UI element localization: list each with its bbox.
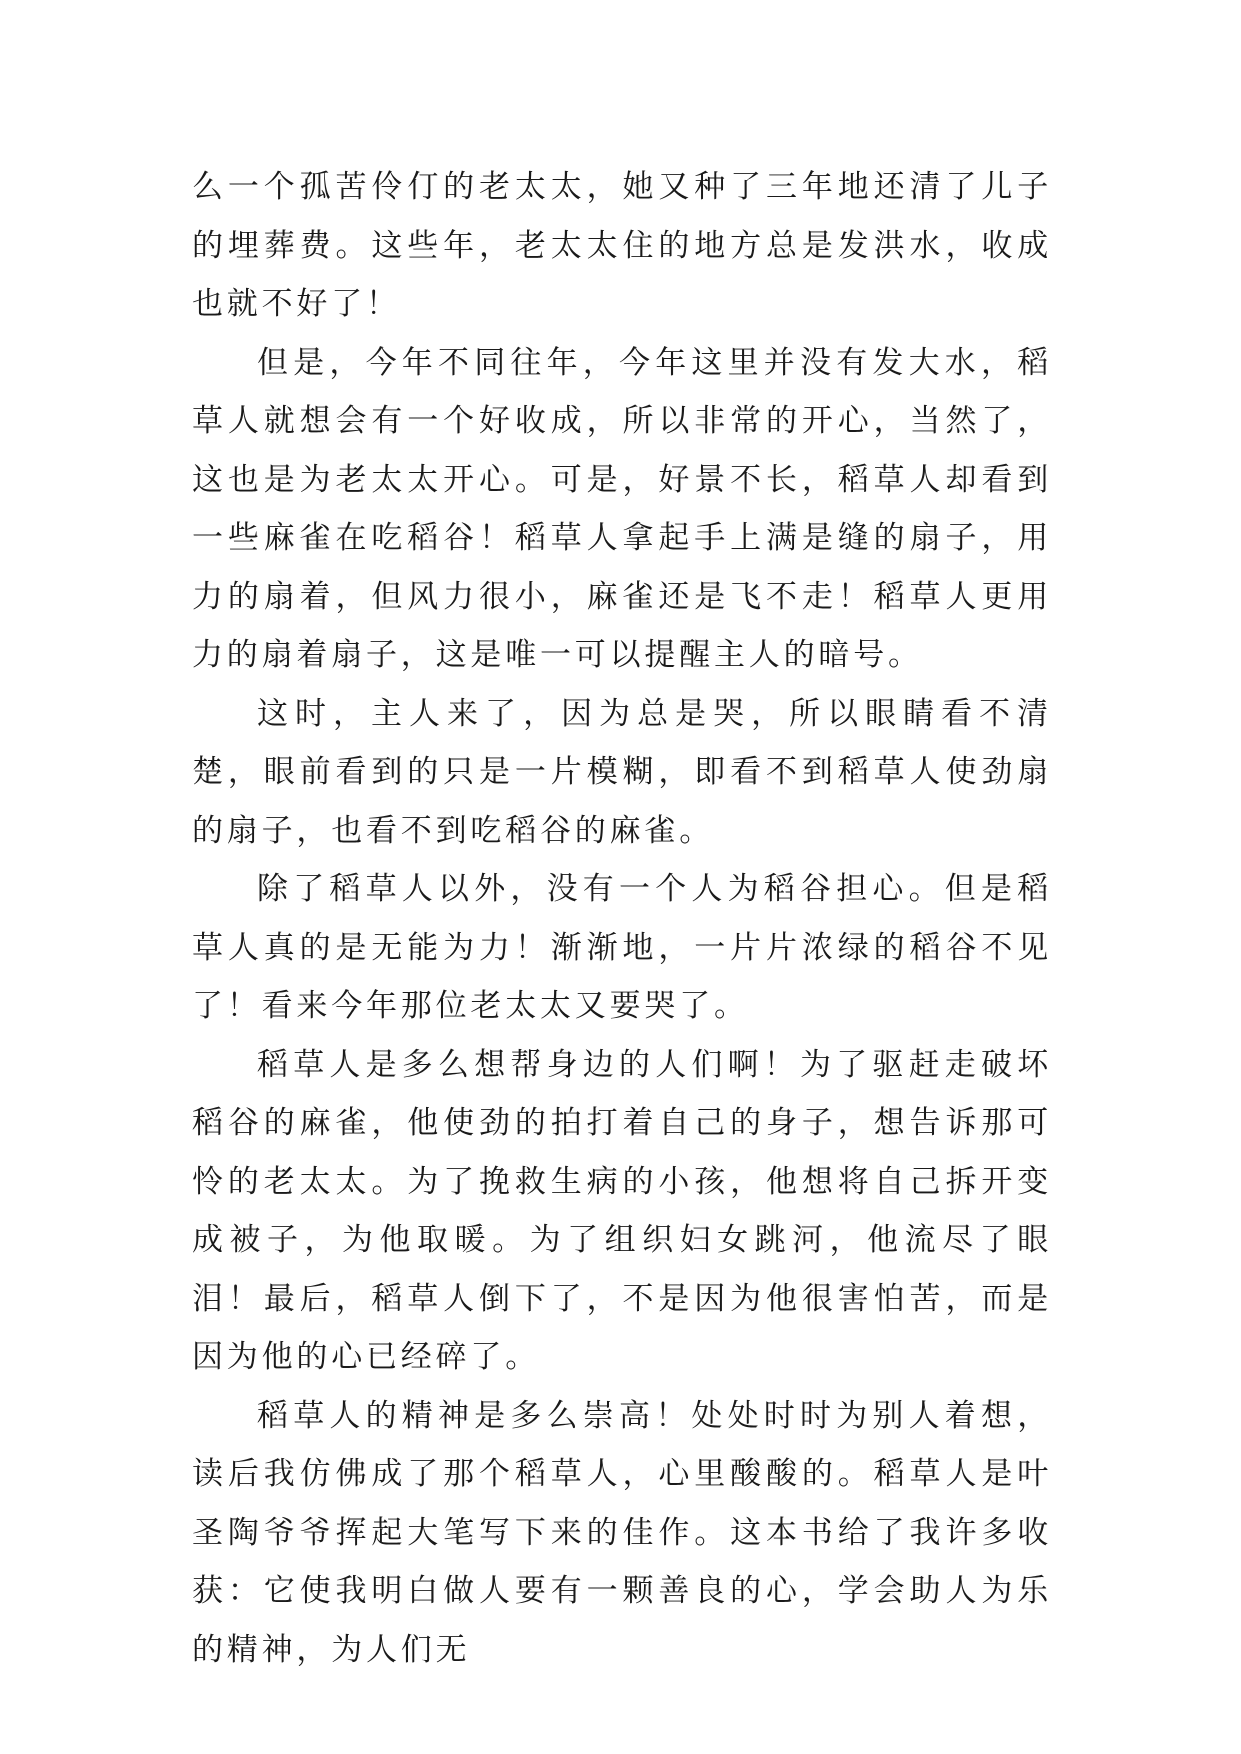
paragraph-6: 稻草人的精神是多么崇高！处处时时为别人着想，读后我仿佛成了那个稻草人，心里酸酸的。稻草人是叶圣陶爷爷挥起大笔写下来的佳作。这本书给了我许多收获：它使我明白做人要有一颗善良的心，学会助人为乐的精神，为人们无 (192, 1397, 1052, 1668)
paragraph-4: 除了稻草人以外，没有一个人为稻谷担心。但是稻草人真的是无能为力！渐渐地，一片片浓绿的稻谷不见了！看来今年那位老太太又要哭了。 (192, 871, 1052, 1024)
paragraph-5: 稻草人是多么想帮身边的人们啊！为了驱赶走破坏稻谷的麻雀，他使劲的拍打着自己的身子，想告诉那可怜的老太太。为了挽救生病的小孩，他想将自己拆开变成被子，为他取暖。为了组织妇女跳河，他流尽了眼泪！最后，稻草人倒下了，不是因为他很害怕苦，而是因为他的心已经碎了。 (192, 1046, 1052, 1375)
paragraph-1: 么一个孤苦伶仃的老太太，她又种了三年地还清了儿子的埋葬费。这些年，老太太住的地方总是发洪水，收成也就不好了！ (192, 169, 1052, 322)
body-text (192, 158, 1052, 1679)
paragraph-3: 这时，主人来了，因为总是哭，所以眼睛看不清楚，眼前看到的只是一片模糊，即看不到稻草人使劲扇的扇子，也看不到吃稻谷的麻雀。 (192, 695, 1052, 849)
paragraph-2: 但是，今年不同往年，今年这里并没有发大水，稻草人就想会有一个好收成，所以非常的开心，当然了，这也是为老太太开心。可是，好景不长，稻草人却看到一些麻雀在吃稻谷！稻草人拿起手上满是缝的扇子，用力的扇着，但风力很小，麻雀还是飞不走！稻草人更用力的扇着扇子，这是唯一可以提醒主人的暗号。 (192, 344, 1052, 673)
